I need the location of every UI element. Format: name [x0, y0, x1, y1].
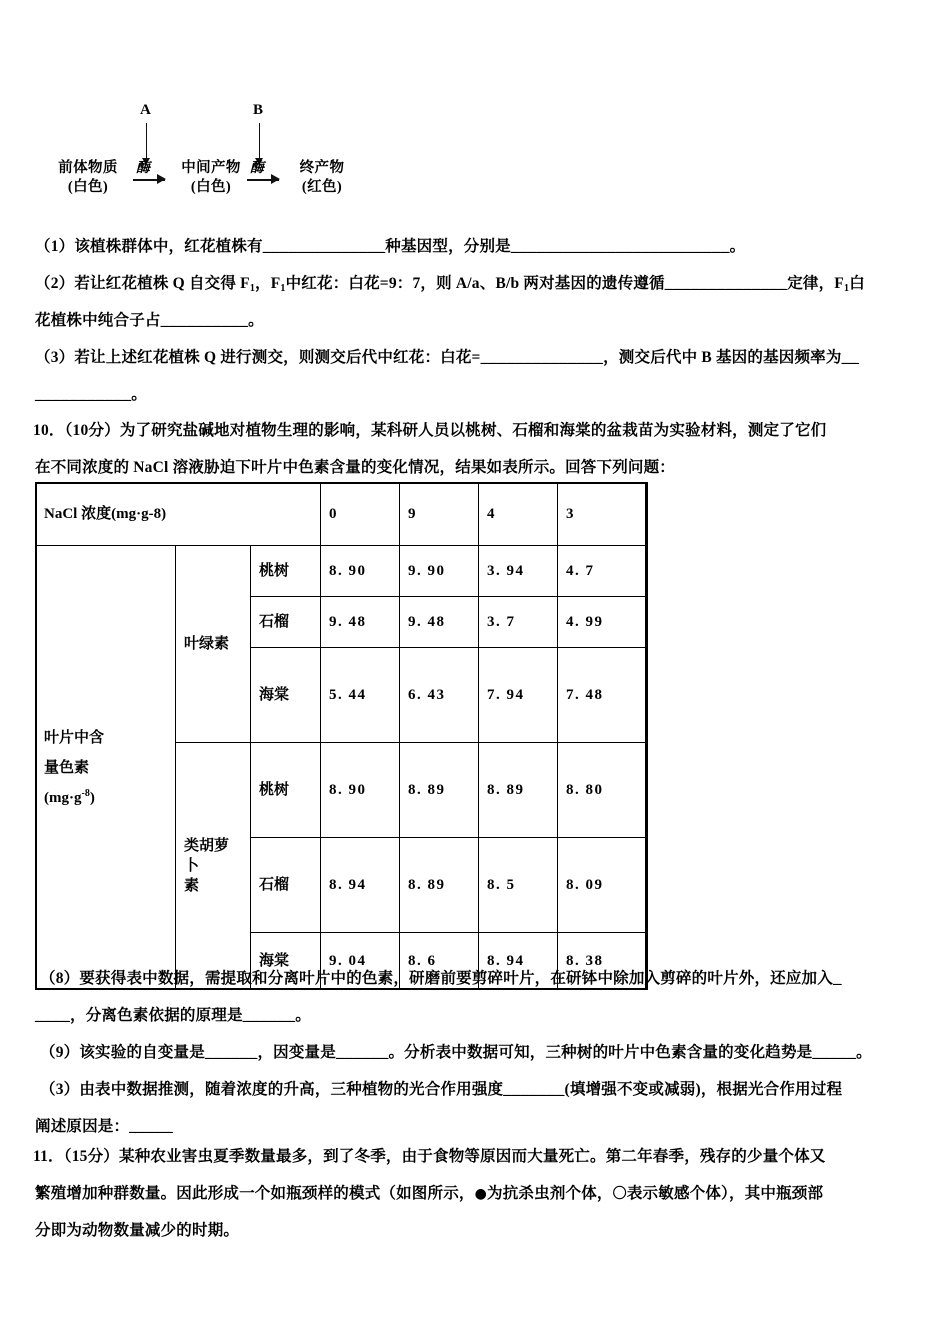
question-11-line-3: 分即为动物数量减少的时期。 — [35, 1222, 240, 1239]
question-2-line-2 — [35, 302, 264, 339]
intermediate-name: 中间产物 — [181, 160, 241, 176]
q2-blank-2: __________ — [160, 312, 249, 329]
question-11-line-2 — [35, 1175, 823, 1213]
cell-chl-1-0: 9. 48 — [321, 597, 400, 648]
cell-chl-1-3: 4. 99 — [558, 597, 648, 648]
q2-line2-text-a: 花植株中纯合子占 — [35, 312, 161, 329]
cell-car-0-0: 8. 90 — [321, 743, 400, 838]
table-header-conc-3: 3 — [558, 483, 648, 546]
table-pigment-chlorophyll: 叶绿素 — [176, 546, 251, 743]
table-species-chl-2: 海棠 — [251, 648, 321, 743]
leaf-pigment-unit-sup: -8 — [81, 787, 90, 799]
enzyme-label-2: 酶 — [250, 161, 264, 176]
s8-text-line1: （8）要获得表中数据，需提取和分离叶片中的色素，研磨前要剪碎叶片，在研钵中除加入剪碎的叶片外，还应加入 — [40, 970, 833, 987]
intermediate-color: (白色) — [190, 178, 232, 195]
question-2-line-1 — [35, 265, 865, 304]
reaction-arrow-1-head-icon — [157, 174, 166, 184]
table-header-conc-0: 0 — [321, 483, 400, 546]
table-rowgroup-label-leaf-pigment — [36, 546, 176, 990]
final-product-color: (红色) — [301, 178, 343, 195]
question-10-sub8-line-1 — [40, 960, 842, 997]
cell-chl-1-1: 9. 48 — [400, 597, 479, 648]
cell-car-0-3: 8. 80 — [558, 743, 648, 838]
cell-chl-0-2: 3. 94 — [479, 546, 558, 597]
q2-text-a: （2）若让红花植株 Q 自交得 F — [35, 275, 250, 292]
leaf-pigment-label-line2: 量色素 — [44, 759, 90, 776]
cell-car-2-2: 8. 94 — [479, 933, 558, 990]
q3-line2-text-b: 。 — [131, 386, 147, 403]
q2-sub-2: 1 — [280, 283, 286, 294]
pigment-content-table — [35, 482, 648, 990]
q1-text-mid: 种基因型，分别是 — [385, 238, 511, 255]
s3-text-a: （3）由表中数据推测，随着浓度的升高，三种植物的光合作用强度 — [40, 1081, 504, 1098]
q2-sub-1: 1 — [249, 283, 256, 294]
q11-line2-text-a: 繁殖增加种群数量。因此形成一个如瓶颈样的模式（如图所示， — [35, 1185, 475, 1202]
question-1-line — [35, 228, 745, 265]
question-10-line-1: 10．（10分）为了研究盐碱地对植物生理的影响，某科研人员以桃树、石榴和海棠的盆栽苗为实验材料，测定了它们 — [33, 422, 827, 439]
final-product-node — [283, 159, 361, 196]
cell-car-0-2: 8. 89 — [479, 743, 558, 838]
table-species-car-1: 石榴 — [251, 838, 321, 933]
table-species-chl-0: 桃树 — [251, 546, 321, 597]
question-10-line-2: 在不同浓度的 NaCl 溶液胁迫下叶片中色素含量的变化情况，结果如表所示。回答下列问题： — [35, 459, 675, 476]
cell-chl-0-3: 4. 7 — [558, 546, 648, 597]
carotenoid-label-line2: 素 — [184, 878, 200, 895]
s3-blank-2: _____ — [129, 1118, 173, 1135]
cell-chl-0-0: 8. 90 — [321, 546, 400, 597]
question-10-sub9-line — [40, 1034, 872, 1071]
s9-text-c: 。分析表中数据可知，三种树的叶片中色素含量的变化趋势是 — [388, 1044, 813, 1061]
q2-line2-text-b: 。 — [248, 312, 264, 329]
gene-b-label: B — [253, 102, 264, 118]
leaf-pigment-label-line1: 叶片中含 — [44, 729, 105, 746]
precursor-color: (白色) — [67, 178, 109, 195]
q3-blank-1: ______________ — [480, 349, 604, 366]
question-10-sub8-line-2 — [35, 997, 311, 1034]
cell-car-2-0: 9. 04 — [321, 933, 400, 990]
q11-line2-text-c: 表示敏感个体），其中瓶颈部 — [626, 1185, 824, 1202]
s3-text-b: (填增强不变或减弱)，根据光合作用过程 — [564, 1081, 843, 1098]
cell-chl-1-2: 3. 7 — [479, 597, 558, 648]
q2-text-b: ，F — [255, 275, 281, 292]
q3-text-b: ，测交后代中 B 基因的基因频率为 — [603, 349, 842, 366]
q2-text-d: 定律，F — [787, 275, 844, 292]
s8-blank-tail: _ — [832, 970, 842, 987]
s8-text-line2-b: 。 — [295, 1007, 311, 1024]
q2-blank-1: ______________ — [664, 275, 788, 292]
table-header-conc-2: 4 — [479, 483, 558, 546]
precursor-node — [45, 159, 131, 196]
cell-chl-2-3: 7. 48 — [558, 648, 648, 743]
question-11-line-1: 11．（15分）某种农业害虫夏季数量最多，到了冬季，由于食物等原因而大量死亡。第二年春季，残存的少量个体又 — [33, 1148, 826, 1165]
cell-chl-0-1: 9. 90 — [400, 546, 479, 597]
table-header-conc-1: 9 — [400, 483, 479, 546]
cell-car-1-0: 8. 94 — [321, 838, 400, 933]
q3-text-a: （3）若让上述红花植株 Q 进行测交，则测交后代中红花：白花= — [35, 349, 481, 366]
q2-text-e: 白 — [849, 275, 865, 292]
cell-car-0-1: 8. 89 — [400, 743, 479, 838]
final-product-name: 终产物 — [299, 160, 345, 176]
q2-sub-3: 1 — [843, 283, 850, 294]
s9-text-b: ，因变量是 — [257, 1044, 336, 1061]
table-pigment-carotenoid — [176, 743, 251, 990]
table-row — [36, 483, 648, 546]
enzyme-label-1: 酶 — [136, 161, 150, 176]
cell-chl-2-1: 6. 43 — [400, 648, 479, 743]
table-species-car-2: 海棠 — [251, 933, 321, 990]
filled-circle-icon: ● — [474, 1186, 488, 1202]
cell-car-1-2: 8. 5 — [479, 838, 558, 933]
leaf-pigment-unit-b: ) — [89, 789, 95, 806]
s8-text-line2-a: ，分离色素依据的原理是 — [70, 1007, 243, 1024]
table-row — [36, 546, 648, 597]
precursor-name: 前体物质 — [58, 160, 118, 176]
question-3-line-1 — [35, 339, 859, 376]
s9-blank-1: ______ — [204, 1044, 258, 1061]
q3-blank-tail: __ — [841, 349, 860, 366]
cell-chl-2-0: 5. 44 — [321, 648, 400, 743]
pigment-content-table-wrap — [35, 482, 647, 990]
q1-text-end: 。 — [729, 238, 746, 255]
enzyme-pathway-diagram — [45, 95, 385, 210]
cell-car-1-3: 8. 09 — [558, 838, 648, 933]
s3-line2-text-a: 阐述原因是： — [35, 1118, 130, 1135]
question-3-line-2 — [35, 376, 147, 413]
table-species-chl-1: 石榴 — [251, 597, 321, 648]
gene-a-label: A — [140, 102, 151, 118]
s8-blank-2: ______ — [242, 1007, 296, 1024]
q2-text-c: 中红花：白花=9：7，则 A/a、B/b 两对基因的遗传遵循 — [285, 275, 665, 292]
leaf-pigment-unit-a: (mg·g — [44, 789, 82, 806]
s9-text-a: （9）该实验的自变量是 — [40, 1044, 205, 1061]
carotenoid-label-line1: 类胡萝 卜 — [184, 837, 230, 874]
cell-car-1-1: 8. 89 — [400, 838, 479, 933]
reaction-arrow-2-head-icon — [271, 174, 280, 184]
table-header-concentration-label: NaCl 浓度(mg·g-8) — [36, 483, 321, 546]
q11-line2-text-b: 为抗杀虫剂个体， — [487, 1185, 613, 1202]
q3-blank-2: ___________ — [35, 386, 132, 403]
q1-blank-2: _________________________ — [510, 238, 730, 255]
arrow-b-shaft — [259, 123, 260, 159]
s8-blank-1: ____ — [35, 1007, 70, 1024]
s9-blank-3: _____ — [812, 1044, 857, 1061]
intermediate-node — [168, 159, 254, 196]
table-species-car-0: 桃树 — [251, 743, 321, 838]
s9-text-d: 。 — [856, 1044, 872, 1061]
cell-chl-2-2: 7. 94 — [479, 648, 558, 743]
arrow-a-shaft — [146, 123, 147, 159]
cell-car-2-1: 8. 6 — [400, 933, 479, 990]
open-circle-icon: 〇 — [612, 1186, 627, 1202]
q1-blank-1: ______________ — [262, 238, 386, 255]
q1-text-pre: （1）该植株群体中，红花植株有 — [35, 238, 263, 255]
s3-blank-1: _______ — [503, 1081, 565, 1098]
leaf-pigment-label-line3 — [44, 783, 167, 813]
s9-blank-2: ______ — [335, 1044, 389, 1061]
question-10-sub3-line-1 — [40, 1071, 842, 1108]
cell-car-2-3: 8. 38 — [558, 933, 648, 990]
